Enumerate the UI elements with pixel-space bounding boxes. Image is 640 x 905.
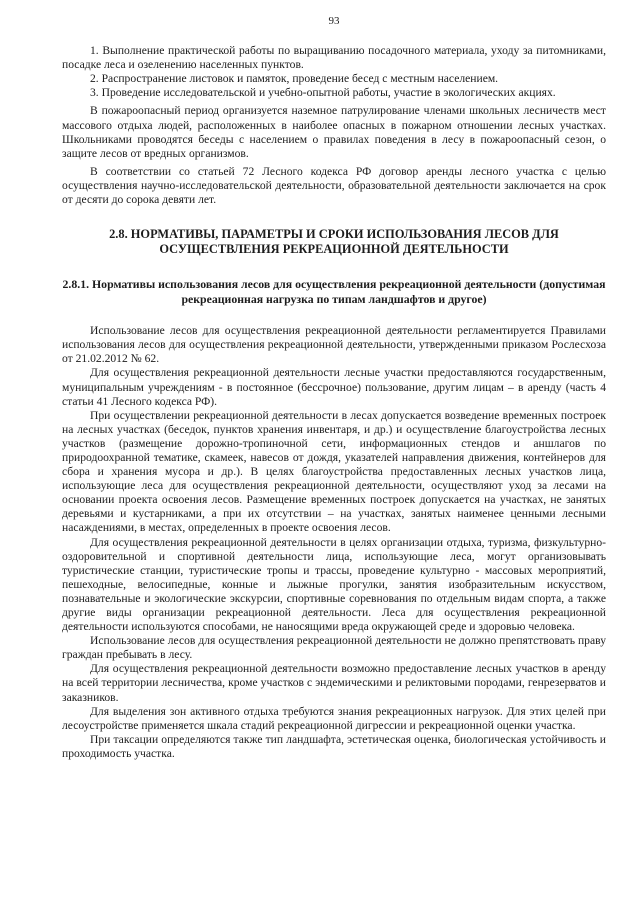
paragraph-fire-patrol: В пожароопасный период организуется наземное патрулирование членами школьных лесничеств мест массового отдыха людей, расположенных в наиболее опасных в пожарном отношении лесных участках. Школьниками проводятся беседы с населением о правилах поведения в лесу в пожароопасный сезон, о защите лесов от вредных организмов. xyxy=(62,104,606,160)
page-number: 93 xyxy=(328,15,340,27)
subsection-heading: 2.8.1. Нормативы использования лесов для осуществления рекреационной деятельности (допустимая рекреационная нагрузка по типам ландшафтов и другое) xyxy=(62,277,606,306)
paragraph: Использование лесов для осуществления рекреационной деятельности не должно препятствовать праву граждан пребывать в лесу. xyxy=(62,634,606,662)
paragraph: При таксации определяются также тип ландшафта, эстетическая оценка, биологическая устойчивость и проходимость участка. xyxy=(62,732,606,760)
paragraph: Для осуществления рекреационной деятельности лесные участки предоставляются государственным, муниципальным учреждениям - в постоянное (бессрочное) пользование, другим лицам – в аренду (часть 4 статьи 41 Лесного кодекса РФ). xyxy=(62,366,606,408)
list-item: 3. Проведение исследовательской и учебно-опытной работы, участие в экологических акциях. xyxy=(90,86,556,100)
paragraph: Для выделения зон активного отдыха требуются знания рекреационных нагрузок. Для этих целей при лесоустройстве применяется шкала стадий рекреационной дигрессии и рекреационной оценки участка. xyxy=(62,704,606,732)
intro-list xyxy=(62,44,606,100)
list-item: 2. Распространение листовок и памяток, проведение бесед с местным населением. xyxy=(90,72,499,86)
section-heading: 2.8. НОРМАТИВЫ, ПАРАМЕТРЫ И СРОКИ ИСПОЛЬЗОВАНИЯ ЛЕСОВ ДЛЯ ОСУЩЕСТВЛЕНИЯ РЕКРЕАЦИОННОЙ ДЕЯТЕЛЬНОСТИ xyxy=(109,227,559,257)
paragraph: Для осуществления рекреационной деятельности возможно предоставление лесных участков в аренду на всей территории лесничества, кроме участков с эндемическими и реликтовыми породами, генрезерватов и заказников. xyxy=(62,662,606,704)
paragraph-lease-term: В соответствии со статьей 72 Лесного кодекса РФ договор аренды лесного участка с целью осуществления научно-исследовательской деятельности, образовательной деятельности заключается на срок от десяти до сорока девяти лет. xyxy=(62,164,606,207)
paragraph: При осуществлении рекреационной деятельности в лесах допускается возведение временных построек на лесных участках (беседок, пунктов хранения инвентаря, и др.) и осуществление благоустройства лесных участков (размещение дорожно-тропиночной сети, информационных стендов и аншлагов по природоохранной тематике, скамеек, навесов от дождя, указателей направления движения, контейнеров для сбора и хранения мусора и др.). В целях благоустройства предоставленных лесных участков лица, использующие леса для осуществления рекреационной деятельности, осуществляют уход за лесами на основании проекта освоения лесов. Размещение временных построек допускается на участках, не занятых деревьями и кустарниками, а при их отсутствии – на участках, занятых наименее ценными лесными насаждениями, в местах, определенных в проекте освоения лесов. xyxy=(62,408,606,535)
list-item: 1. Выполнение практической работы по выращиванию посадочного материала, уходу за питомниками, посадке леса и озеленению населенных пунктов. xyxy=(62,44,606,72)
paragraph: Использование лесов для осуществления рекреационной деятельности регламентируется Правилами использования лесов для осуществления рекреационной деятельности, утвержденными приказом Рослесхоза от 21.02.2012 № 62. xyxy=(62,324,606,366)
paragraph: Для осуществления рекреационной деятельности в целях организации отдыха, туризма, физкультурно-оздоровительной и спортивной деятельности лица, использующие леса, могут организовывать туристические станции, туристические тропы и трассы, проведение культурно - массовых мероприятий, пешеходные, велосипедные, конные и лыжные прогулки, занятия изобразительным искусством, познавательные и экологические экскурсии, спортивные соревнования по отдельным видам спорта, а также другие виды организации рекреационной деятельности. Леса для осуществления рекреационной деятельности используются способами, не наносящими вреда окружающей среде и здоровью человека. xyxy=(62,535,606,634)
